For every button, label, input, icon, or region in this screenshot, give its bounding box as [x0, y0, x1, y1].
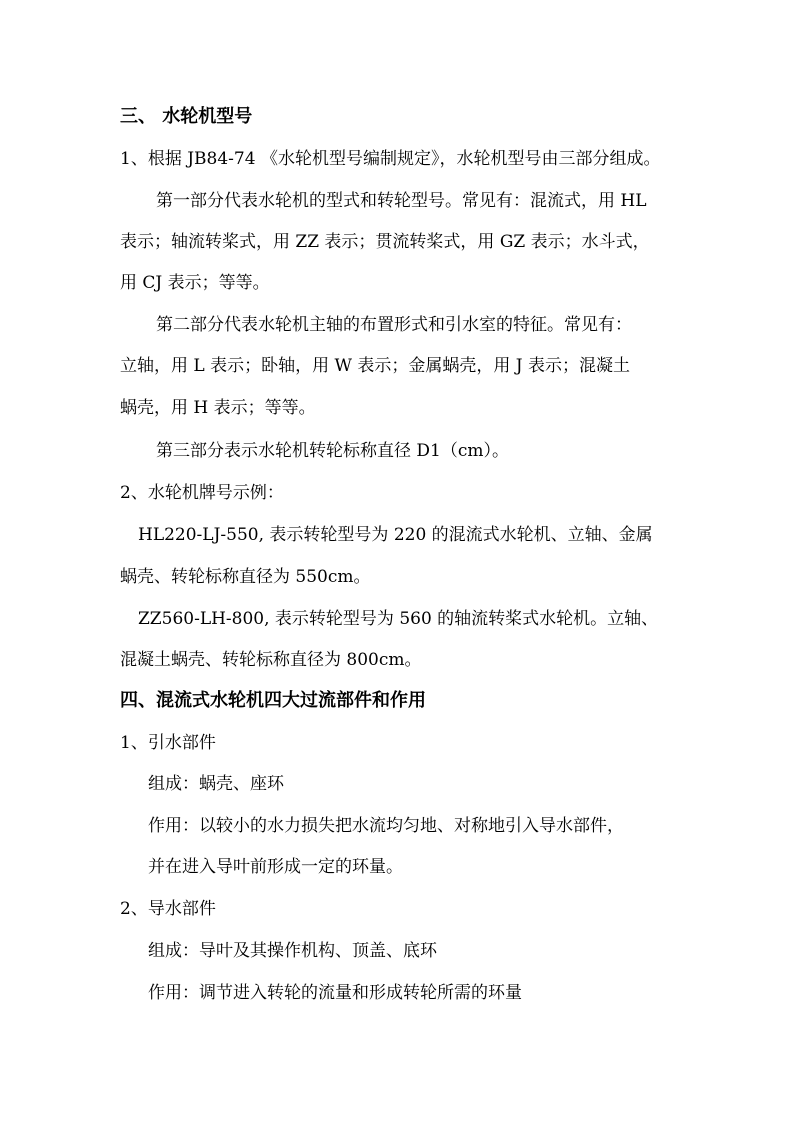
example-2-line-2: 混凝土蜗壳、转轮标称直径为 800cm。 — [120, 650, 422, 670]
part-1-line-2: 表示；轴流转桨式，用 ZZ 表示；贯流转桨式，用 GZ 表示；水斗式， — [120, 232, 650, 252]
item-1-composition: 组成：蜗壳、座环 — [148, 774, 284, 794]
section-3-item-2: 2、水轮机牌号示例： — [120, 483, 284, 503]
part-2-line-3: 蜗壳，用 H 表示；等等。 — [120, 398, 316, 418]
section-4-heading: 四、混流式水轮机四大过流部件和作用 — [120, 690, 426, 711]
part-2-line-2: 立轴，用 L 表示；卧轴，用 W 表示；金属蜗壳，用 J 表示；混凝土 — [120, 356, 630, 376]
part-3-line: 第三部分表示水轮机转轮标称直径 D1（cm）。 — [156, 441, 509, 461]
part-2-line-1: 第二部分代表水轮机主轴的布置形式和引水室的特征。常见有： — [156, 315, 632, 335]
item-2-composition: 组成：导叶及其操作机构、顶盖、底环 — [148, 941, 437, 961]
part-1-line-3: 用 CJ 表示；等等。 — [120, 273, 270, 293]
item-2-function: 作用：调节进入转轮的流量和形成转轮所需的环量 — [148, 983, 522, 1003]
example-2-line-1: ZZ560-LH-800, 表示转轮型号为 560 的轴流转桨式水轮机。立轴、 — [138, 609, 659, 629]
example-1-line-1: HL220-LJ-550, 表示转轮型号为 220 的混流式水轮机、立轴、金属 — [138, 525, 653, 545]
section-4-item-1-title: 1、引水部件 — [120, 733, 216, 753]
section-3-item-1: 1、根据 JB84-74 《水轮机型号编制规定》，水轮机型号由三部分组成。 — [120, 149, 661, 169]
section-4-item-2-title: 2、导水部件 — [120, 899, 216, 919]
part-1-line-1: 第一部分代表水轮机的型式和转轮型号。常见有：混流式，用 HL — [156, 191, 647, 211]
section-3-heading: 三、 水轮机型号 — [120, 106, 253, 127]
item-1-function-line-1: 作用：以较小的水力损失把水流均匀地、对称地引入导水部件， — [148, 816, 624, 836]
example-1-line-2: 蜗壳、转轮标称直径为 550cm。 — [120, 567, 371, 587]
item-1-function-line-2: 并在进入导叶前形成一定的环量。 — [148, 857, 403, 877]
